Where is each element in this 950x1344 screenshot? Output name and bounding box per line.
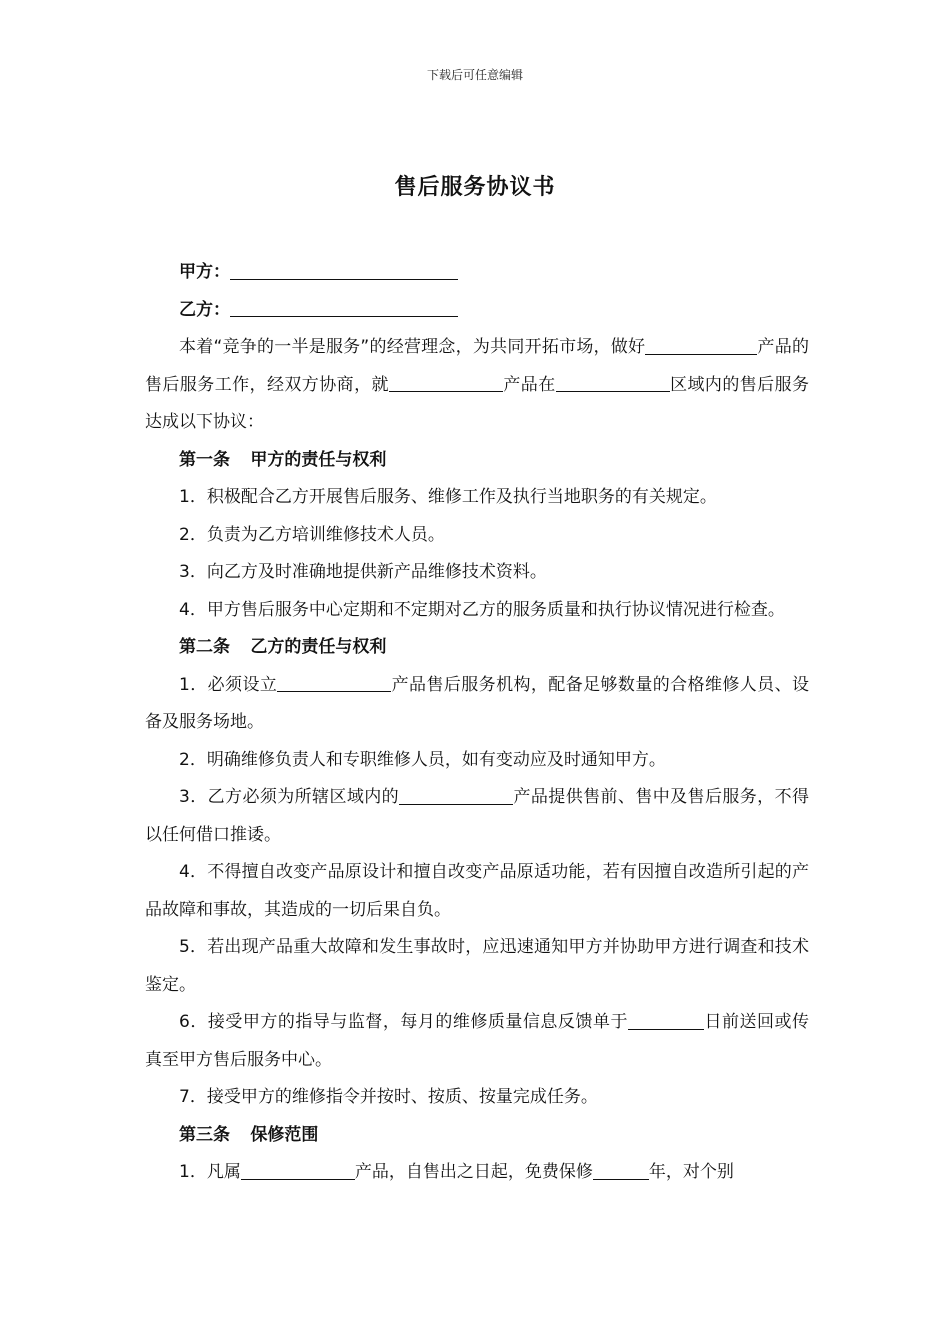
- intro-text-2: 产品的售后服务工作，经双方协商，就: [145, 337, 809, 395]
- article1-item2: 2．负责为乙方培训维修技术人员。: [179, 524, 445, 545]
- product-blank-continued: [731, 336, 757, 355]
- article2-item1-text-b: 产品售后服务机构，配备足够数量的合格维修人员、设备及服务场地。: [145, 674, 809, 732]
- region-blank: [556, 373, 670, 392]
- article1-item3: 3．向乙方及时准确地提供新产品维修技术资料。: [179, 562, 547, 582]
- article2-item6-text-b: 日前送回或传真至甲方售后服务中心。: [145, 1012, 810, 1070]
- warranty-product-blank: [241, 1161, 355, 1180]
- party-a-blank: [230, 261, 458, 280]
- article2-number: 第二条: [179, 637, 230, 657]
- article2-heading: [145, 629, 809, 667]
- article2-item7: 7．接受甲方的维修指令并按时、按质、按量完成任务。: [179, 1087, 598, 1107]
- article1-number: 第一条: [179, 449, 230, 470]
- article2-title: 乙方的责任与权利: [250, 637, 387, 657]
- article1-item4: 4．甲方售后服务中心定期和不定期对乙方的服务质量和执行协议情况进行检查。: [179, 599, 785, 620]
- article3-item1-text-a: 1．凡属: [179, 1162, 241, 1182]
- intro-paragraph: [145, 329, 809, 442]
- article3-item1-text-c: 年，对个别: [648, 1162, 734, 1182]
- product-name-blank: [389, 373, 503, 392]
- article1-title: 甲方的责任与权利: [250, 449, 387, 470]
- article2-item6: [145, 1004, 809, 1079]
- article2-item2: 2．明确维修负责人和专职维修人员，如有变动应及时通知甲方。: [179, 749, 666, 770]
- intro-text-3: 产品在: [502, 374, 556, 395]
- article2-item4: 4．不得擅自改变产品原设计和擅自改变产品原适功能，若有因擅自改造所引起的产品故障和事故，其造成的一切后果自负。: [145, 862, 809, 920]
- document-body: [145, 254, 809, 1192]
- party-b-line: [145, 292, 809, 330]
- document-title: 售后服务协议书: [394, 175, 556, 200]
- article3-item1-text-b: 产品，自售出之日起，免费保修: [354, 1162, 593, 1182]
- header-note: 下载后可任意编辑: [426, 68, 523, 82]
- intro-text-1: 本着“竞争的一半是服务”的经营理念，为共同开拓市场，做好: [179, 337, 646, 357]
- service-org-blank: [277, 673, 391, 692]
- intro-text-4: 区域内的售后服务达成以下协议：: [145, 374, 810, 432]
- article3-item1: [145, 1154, 809, 1192]
- article2-item3-text-b: 产品提供售前、售中及售后服务，不得以任何借口推诿。: [145, 787, 809, 845]
- party-b-label: 乙方：: [179, 299, 230, 320]
- article1-heading: [145, 442, 809, 480]
- article2-item3: [145, 779, 809, 854]
- article3-heading: [145, 1117, 809, 1155]
- article3-number: 第三条: [179, 1124, 230, 1145]
- article1-item1: 1．积极配合乙方开展售后服务、维修工作及执行当地职务的有关规定。: [179, 487, 717, 507]
- article2-item6-text-a: 6．接受甲方的指导与监督，每月的维修质量信息反馈单于: [179, 1012, 628, 1032]
- article2-item3-text-a: 3．乙方必须为所辖区域内的: [179, 787, 400, 807]
- region-product-blank: [399, 786, 513, 805]
- article3-title: 保修范围: [250, 1124, 319, 1145]
- article2-item1: [145, 667, 809, 742]
- article2-item5: 5．若出现产品重大故障和发生事故时，应迅速通知甲方并协助甲方进行调查和技术鉴定。: [145, 937, 809, 995]
- product-blank: [645, 336, 731, 355]
- party-a-label: 甲方：: [179, 262, 230, 282]
- article2-item1-text-a: 1．必须设立: [179, 674, 278, 695]
- feedback-date-blank: [628, 1011, 704, 1030]
- party-b-blank: [230, 298, 458, 317]
- party-a-line: [145, 254, 809, 292]
- warranty-years-blank: [593, 1161, 649, 1180]
